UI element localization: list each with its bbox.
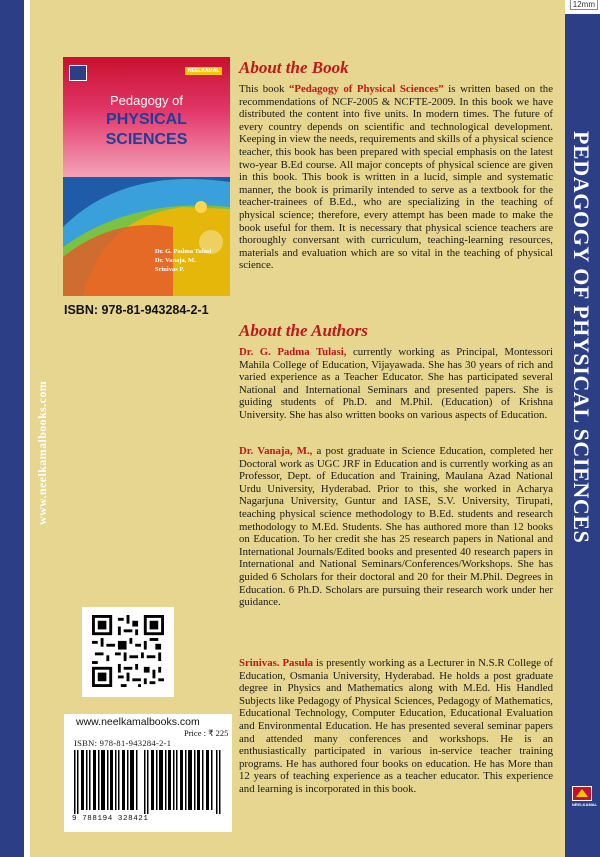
- book-title: “Pedagogy of Physical Sciences”: [288, 83, 444, 95]
- spine-publisher-logo: [572, 786, 598, 810]
- author-bio: [239, 657, 553, 796]
- qr-code-pattern: [92, 615, 164, 687]
- barcode-bars: [74, 750, 224, 814]
- cover-title-line2: PHYSICAL: [106, 111, 187, 128]
- author-name: Dr. G. Padma Tulasi,: [239, 346, 347, 358]
- about-authors-heading: About the Authors: [239, 321, 368, 340]
- left-blue-band: [0, 0, 24, 857]
- cover-author: Dr. Vanaja, M.: [155, 257, 196, 264]
- about-book-text: [239, 83, 553, 272]
- author-bio-text: a post graduate in Science Education, completed her Doctoral work as UGC JRF in Education and is currently working as an Professor, Dept. of Education and Training, Maulana Azad National Urdu University, Hyderabad. Prior to this, she worked in Acharya Nagarjuna University, Guntur and IASE, S.V. University, Tirupati, teaching physical science methodology to B.Ed. students and research methodology to M.Ed. Students. She has authored more than 12 books on Education. To her credit she has 25 research papers in National and International Journals/Edited books and presented 40 research papers in International and National Seminars/Conferences/Workshops. She has guided 6 Scholars for their doctoral and 20 for their M.Phil. Degrees in Education. 6 Ph.D. Scholars are pursuing their research work under her guidance.: [239, 445, 554, 609]
- about-book-intro: This book: [239, 83, 289, 95]
- isbn-caption: ISBN: 978-81-943284-2-1: [64, 303, 209, 317]
- author-bio: [239, 346, 553, 422]
- spine-width-label: 12mm: [570, 0, 598, 10]
- top-corner: [565, 0, 600, 14]
- author-bio-text: currently working as Principal, Montessori Mahila College of Education, Vijayawada. She has 30 years of rich and varied experience as a Teacher Educator. She has participated several National and International Seminars and presented papers. She is guiding students of Ph.D. and M.Phil. (Education) of Krishna University. She has also written books on various aspects of Education.: [239, 346, 553, 421]
- cover-author: Dr. G. Padma Tulasi: [155, 248, 212, 255]
- qr-code: [82, 607, 174, 697]
- author-bio-text: is presently working as a Lecturer in N.S.R College of Education, Osmania University, Hyderabad. He holds a post graduate degree in Physics and Mathematics along with M.Ed. His Handled Subjects like Pedagogy of Physical Sciences, Pedagogy of Mathematics, Educational Technology, Computer Education, Educational Evaluation and Environmental Education. He has presented several seminar papers and attended many conferences and workshops. He is an enthusiastically participated in various in-service teacher training programs. He has authored four books on education. He has More than 12 years of teaching experience as a teacher educator. This experience and learning is incorporated in this book.: [239, 657, 553, 795]
- publisher-logo-icon: [572, 786, 592, 801]
- about-book-heading: About the Book: [239, 58, 349, 77]
- spine-title: PEDAGOGY OF PHYSICAL SCIENCES: [569, 131, 594, 544]
- cover-author: Srinivas P.: [155, 266, 185, 273]
- barcode-block: [64, 714, 232, 832]
- book-cover-thumbnail: [63, 57, 230, 296]
- author-name: Dr. Vanaja, M.,: [239, 445, 313, 457]
- cover-title-line3: SCIENCES: [105, 131, 188, 148]
- barcode-digits: 9 788194 328421: [72, 815, 149, 823]
- author-bio: [239, 445, 553, 609]
- author-name: Srinivas. Pasula: [239, 657, 314, 669]
- spine-publisher: NEELKAMAL: [572, 802, 598, 807]
- cover-authors: [155, 247, 211, 274]
- cover-publisher-logo: [69, 65, 87, 81]
- about-book-body: is written based on the recommendations of NCF-2005 & NCFTE-2009. In this book we have distributed the content into five units. In modern times. The future of every country depends on scientific and technological development. Keeping in view the needs, requirements and skills of a physical science teacher, this book has been prepared with special emphasis on the latest two-year B.Ed course. All major concepts of physical science are given in this book. This book is written in a lucid, simple and systematic manner, the book is primarily intended to serve as a textbook for the teacher-trainees of B.Ed., who are specializing in the teaching of physical science; therefore, every attempt has been made to make the book useful for them. It is necessary that physical science teachers are thoroughly conversant with curriculum, teaching-learning resources, materials and evaluation which are so vital in the teaching of physical science.: [239, 83, 553, 272]
- barcode-website: www.neelkamalbooks.com: [76, 716, 200, 728]
- website-vertical-text: www.neelkamalbooks.com: [35, 380, 49, 525]
- barcode-isbn: ISBN: 978-81-943284-2-1: [74, 738, 172, 748]
- cover-publisher: NEELKAMAL: [185, 67, 222, 75]
- cover-title-line1: Pedagogy of: [109, 93, 183, 108]
- price-label: Price : ₹ 225: [184, 728, 229, 738]
